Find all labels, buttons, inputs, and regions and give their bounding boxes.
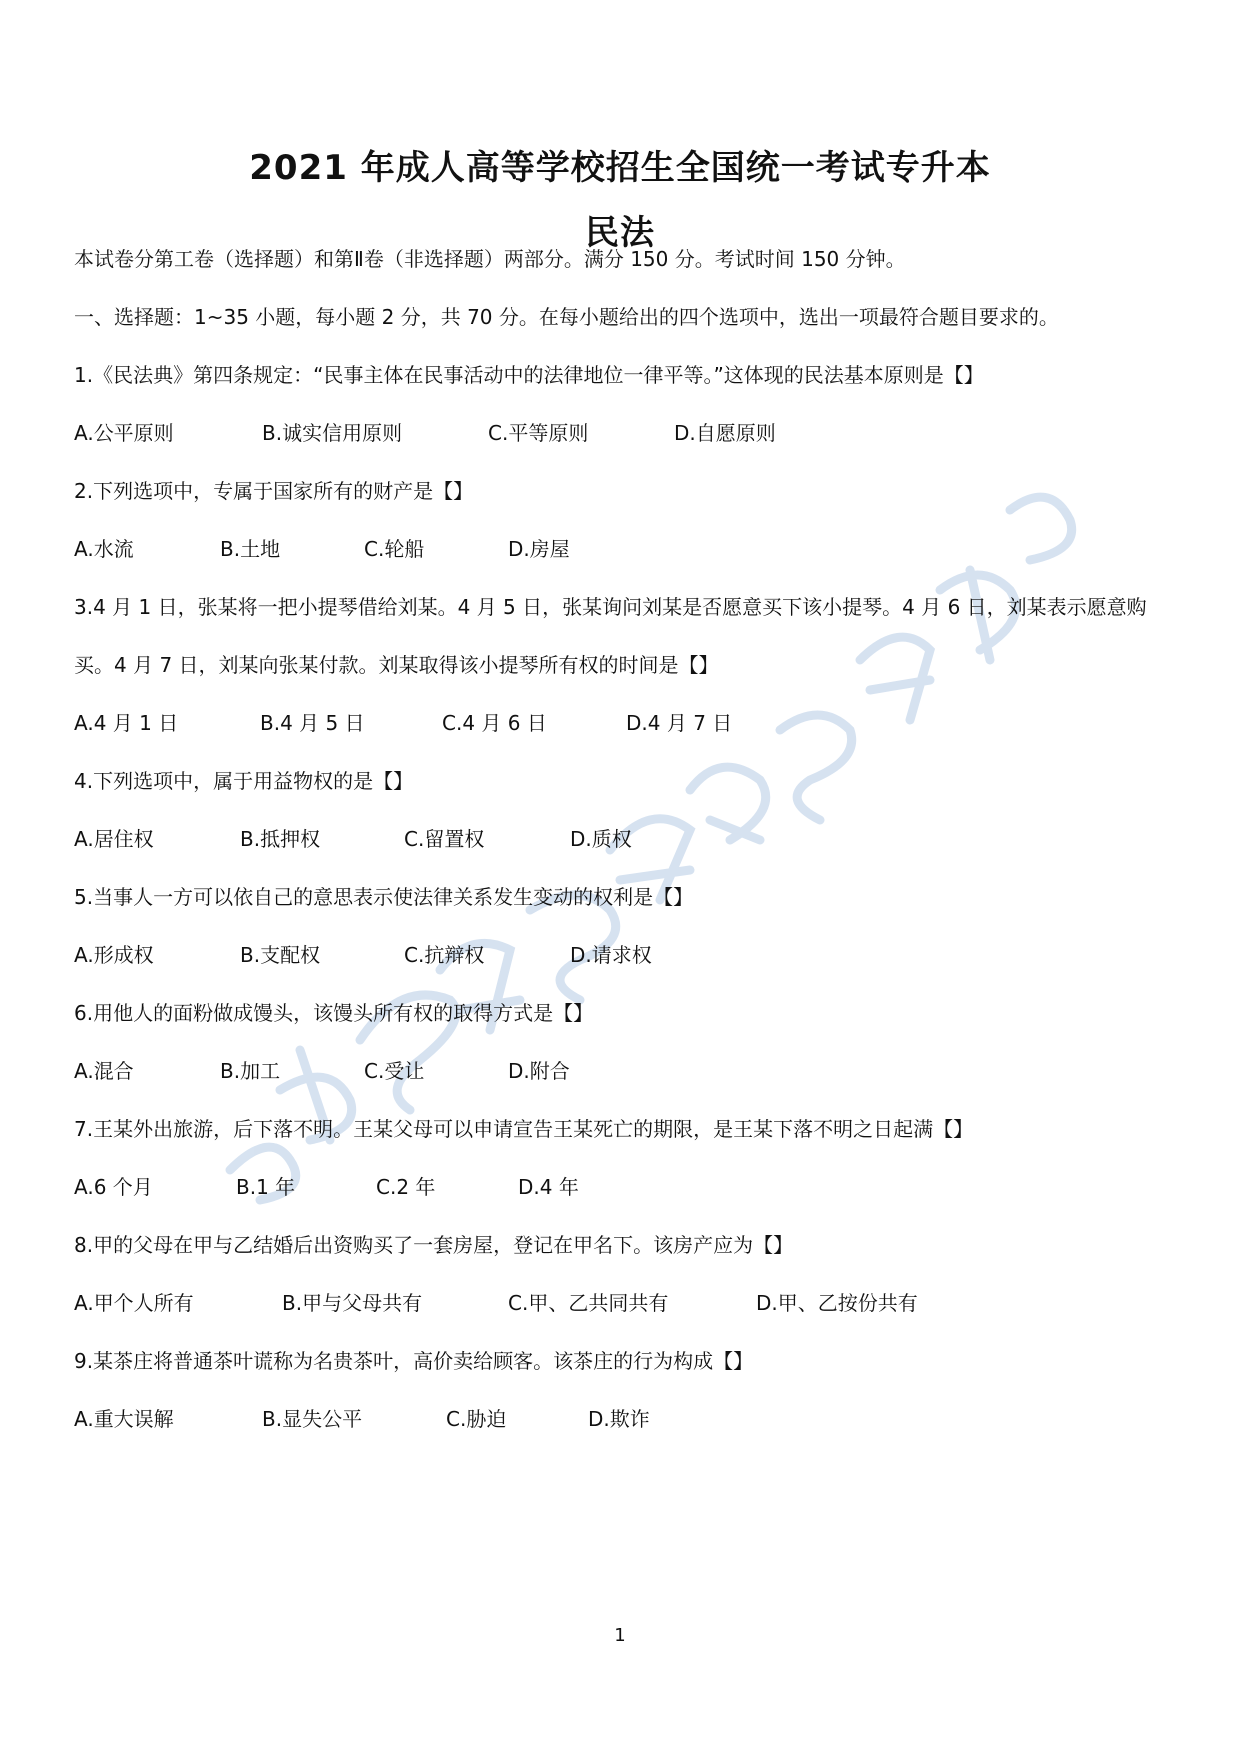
question-9-option-b: B.显失公平: [262, 1407, 363, 1431]
question-9: 9.某茶庄将普通茶叶谎称为名贵茶叶，高价卖给顾客。该茶庄的行为构成【】: [74, 1349, 754, 1373]
question-9-option-c: C.胁迫: [446, 1407, 507, 1431]
question-8-option-a: A.甲个人所有: [74, 1291, 194, 1315]
question-1-option-a: A.公平原则: [74, 421, 174, 445]
question-2-option-c: C.轮船: [364, 537, 425, 561]
question-8-option-b: B.甲与父母共有: [282, 1291, 423, 1315]
question-6-option-a: A.混合: [74, 1059, 134, 1083]
question-7-option-d: D.4 年: [518, 1175, 579, 1199]
question-9-option-a: A.重大误解: [74, 1407, 174, 1431]
question-2-option-a: A.水流: [74, 537, 134, 561]
question-6-option-c: C.受让: [364, 1059, 425, 1083]
question-2: 2.下列选项中，专属于国家所有的财产是【】: [74, 479, 474, 503]
question-3-option-c: C.4 月 6 日: [442, 711, 547, 735]
section-heading: 一、选择题：1~35 小题，每小题 2 分，共 70 分。在每小题给出的四个选项中，选出一项最符合题目要求的。: [74, 305, 1059, 329]
question-7: 7.王某外出旅游，后下落不明。王某父母可以申请宣告王某死亡的期限，是王某下落不明之日起满【】: [74, 1117, 974, 1141]
watermark: [210, 450, 1110, 1210]
question-1-option-b: B.诚实信用原则: [262, 421, 403, 445]
question-5-option-d: D.请求权: [570, 943, 652, 967]
question-5-option-b: B.支配权: [240, 943, 321, 967]
question-4-option-c: C.留置权: [404, 827, 485, 851]
question-4: 4.下列选项中，属于用益物权的是【】: [74, 769, 414, 793]
question-3-continued: 买。4 月 7 日，刘某向张某付款。刘某取得该小提琴所有权的时间是【】: [74, 653, 719, 677]
question-6-option-d: D.附合: [508, 1059, 570, 1083]
question-8: 8.甲的父母在甲与乙结婚后出资购买了一套房屋，登记在甲名下。该房产应为【】: [74, 1233, 794, 1257]
question-7-option-b: B.1 年: [236, 1175, 296, 1199]
question-6-option-b: B.加工: [220, 1059, 281, 1083]
question-4-option-a: A.居住权: [74, 827, 154, 851]
question-2-option-b: B.土地: [220, 537, 281, 561]
subject-title: 民法: [585, 213, 655, 253]
question-3-option-b: B.4 月 5 日: [260, 711, 365, 735]
question-4-option-b: B.抵押权: [240, 827, 321, 851]
question-8-option-d: D.甲、乙按份共有: [756, 1291, 918, 1315]
question-7-option-c: C.2 年: [376, 1175, 436, 1199]
question-3-option-a: A.4 月 1 日: [74, 711, 179, 735]
question-5-option-c: C.抗辩权: [404, 943, 485, 967]
question-1-option-c: C.平等原则: [488, 421, 589, 445]
question-7-option-a: A.6 个月: [74, 1175, 153, 1199]
question-3: 3.4 月 1 日，张某将一把小提琴借给刘某。4 月 5 日，张某询问刘某是否愿意买下该小提琴。4 月 6 日，刘某表示愿意购: [74, 595, 1147, 619]
question-1-option-d: D.自愿原则: [674, 421, 776, 445]
question-5-option-a: A.形成权: [74, 943, 154, 967]
question-4-option-d: D.质权: [570, 827, 632, 851]
page-number: 1: [614, 1625, 626, 1646]
question-2-option-d: D.房屋: [508, 537, 570, 561]
question-5: 5.当事人一方可以依自己的意思表示使法律关系发生变动的权利是【】: [74, 885, 694, 909]
exam-intro: 本试卷分第工卷（选择题）和第Ⅱ卷（非选择题）两部分。满分 150 分。考试时间 150 分钟。: [74, 247, 906, 271]
question-9-option-d: D.欺诈: [588, 1407, 650, 1431]
question-6: 6.用他人的面粉做成馒头，该馒头所有权的取得方式是【】: [74, 1001, 594, 1025]
question-3-option-d: D.4 月 7 日: [626, 711, 733, 735]
question-8-option-c: C.甲、乙共同共有: [508, 1291, 669, 1315]
question-1: 1.《民法典》第四条规定：“民事主体在民事活动中的法律地位一律平等。”这体现的民法基本原则是【】: [74, 363, 984, 387]
exam-title: 2021 年成人高等学校招生全国统一考试专升本: [249, 148, 991, 188]
